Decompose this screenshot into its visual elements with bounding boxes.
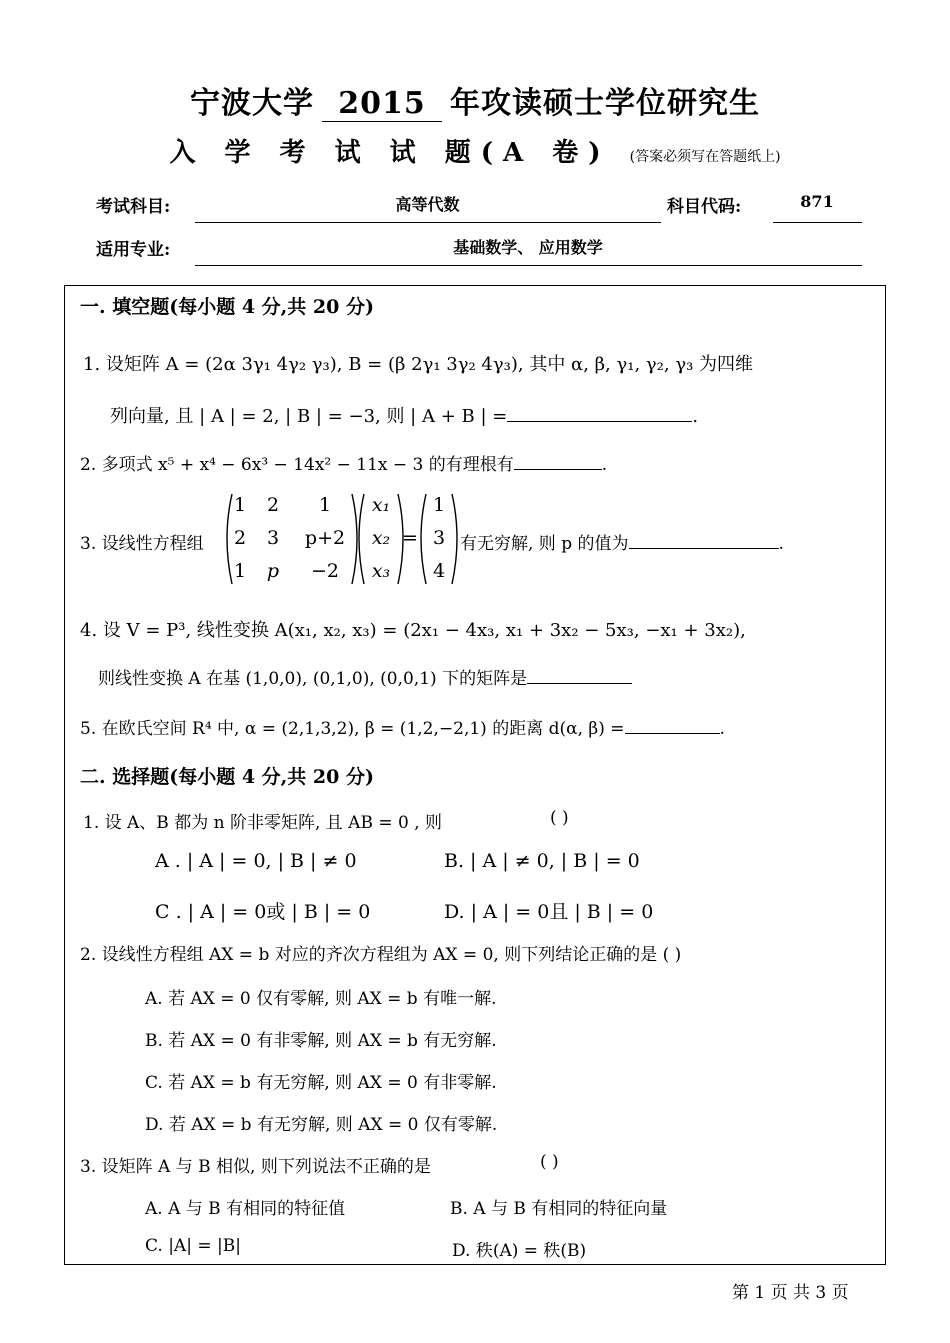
s1-q4-line2 [98,664,632,689]
s1-q4-line2-text: 则线性变换 A 在基 (1,0,0), (0,1,0), (0,0,1) 下的矩阵是 [98,669,528,689]
var-2: x₂ [371,527,391,549]
s2-q3-option-c[interactable]: C. |A| = |B| [145,1236,241,1256]
s2-q3-paren[interactable]: ( ) [540,1152,559,1172]
s2-q2-option-d[interactable]: D. 若 AX = b 有无穷解, 则 AX = 0 仅有零解. [145,1115,498,1135]
rhs-2: 3 [432,527,446,549]
s2-q1-option-b[interactable]: B. | A | ≠ 0, | B | = 0 [444,850,640,872]
s2-q2-stem: 2. 设线性方程组 AX = b 对应的齐次方程组为 AX = 0, 则下列结论正确的是 ( ) [80,945,682,965]
s2-q3-option-d[interactable]: D. 秩(A) = 秩(B) [452,1241,587,1261]
s1-q5: 5. 在欧氏空间 R⁴ 中, α = (2,1,3,2), β = (1,2,−2,1) 的距离 d(α, β) = . [80,719,725,739]
major-value: 基础数学、 应用数学 [453,238,603,257]
s1-q4-line1: 4. 设 V = P³, 线性变换 A(x₁, x₂, x₃) = (2x₁ − 4x₃, x₁ + 3x₂ − 5x₃, −x₁ + 3x₂), [80,620,746,641]
title-prefix: 宁波大学 [190,86,314,121]
subtitle-note: (答案必须写在答题纸上) [629,149,781,165]
major-label: 适用专业: [96,240,171,260]
page-number: 第 1 页 共 3 页 [732,1283,849,1303]
s2-q1-option-c[interactable]: C . | A | = 0或 | B | = 0 [155,901,371,923]
s1-q1-line2-text: 列向量, 且 | A | = 2, | B | = −3, 则 | A + B | = [110,406,508,427]
coef-1-2: 2 [266,494,280,516]
s2-q2-option-b[interactable]: B. 若 AX = 0 有非零解, 则 AX = b 有无穷解. [145,1031,497,1051]
code-label: 科目代码: [667,197,742,217]
s1-q5-answer-blank[interactable] [625,717,720,734]
section1-title: 一. 填空题(每小题 4 分,共 20 分) [80,296,374,318]
s1-q4-answer-blank[interactable] [527,667,632,684]
title-suffix: 年攻读硕士学位研究生 [450,86,760,121]
s1-q5-text: 5. 在欧氏空间 R⁴ 中, α = (2,1,3,2), β = (1,2,−2,1) 的距离 d(α, β) = [80,719,625,739]
subject-value: 高等代数 [395,195,460,214]
s1-q3-answer-blank[interactable] [629,532,779,549]
s2-q1-paren[interactable]: ( ) [550,808,569,828]
rhs-3: 4 [432,560,446,582]
s1-q3-suffix-text: 有无穷解, 则 p 的值为 [460,534,629,554]
coef-3-1: 1 [233,560,247,582]
s1-q3-prefix: 3. 设线性方程组 [80,534,204,554]
s2-q2-option-c[interactable]: C. 若 AX = b 有无穷解, 则 AX = 0 有非零解. [145,1073,497,1093]
s2-q3-option-a[interactable]: A. A 与 B 有相同的特征值 [145,1199,346,1219]
s2-q2-option-a[interactable]: A. 若 AX = 0 仅有零解, 则 AX = b 有唯一解. [145,989,497,1009]
coef-2-2: 3 [266,527,280,549]
s2-q1-option-d[interactable]: D. | A | = 0且 | B | = 0 [444,901,654,923]
coef-3-2: p [266,560,280,582]
coef-1-1: 1 [233,494,247,516]
s1-q3-equals: = [402,527,418,549]
s2-q3-option-b[interactable]: B. A 与 B 有相同的特征向量 [450,1199,668,1219]
section2-title: 二. 选择题(每小题 4 分,共 20 分) [80,766,374,788]
s2-q1-stem: 1. 设 A、B 都为 n 阶非零矩阵, 且 AB = 0 , 则 [83,813,443,833]
subtitle-main: 入 学 考 试 试 题(A 卷) [169,138,611,168]
s2-q1-option-a[interactable]: A . | A | = 0, | B | ≠ 0 [155,850,357,872]
s1-q2: 2. 多项式 x⁵ + x⁴ − 6x³ − 14x² − 11x − 3 的有理根有 . [80,455,608,475]
s1-q1-line1: 1. 设矩阵 A = (2α 3γ₁ 4γ₂ γ₃), B = (β 2γ₁ 3γ₂ 4γ₃), 其中 α, β, γ₁, γ₂, γ₃ 为四维 [83,354,754,375]
subject-label: 考试科目: [96,197,171,217]
coef-1-3: 1 [318,494,332,516]
s1-q1-line2: 列向量, 且 | A | = 2, | B | = −3, 则 | A + B | = . [110,406,699,427]
s1-q3-suffix: 有无穷解, 则 p 的值为 . [460,534,784,554]
var-1: x₁ [371,494,391,516]
s2-q3-stem: 3. 设矩阵 A 与 B 相似, 则下列说法不正确的是 [80,1157,431,1177]
exam-year: 2015 [322,86,442,122]
var-3: x₃ [371,560,391,582]
coef-2-1: 2 [233,527,247,549]
code-value: 871 [800,192,834,211]
coef-3-3: −2 [310,560,339,582]
coef-2-3: p+2 [304,527,346,549]
s1-q2-text: 2. 多项式 x⁵ + x⁴ − 6x³ − 14x² − 11x − 3 的有理根有 [80,455,514,475]
rhs-1: 1 [432,494,446,516]
